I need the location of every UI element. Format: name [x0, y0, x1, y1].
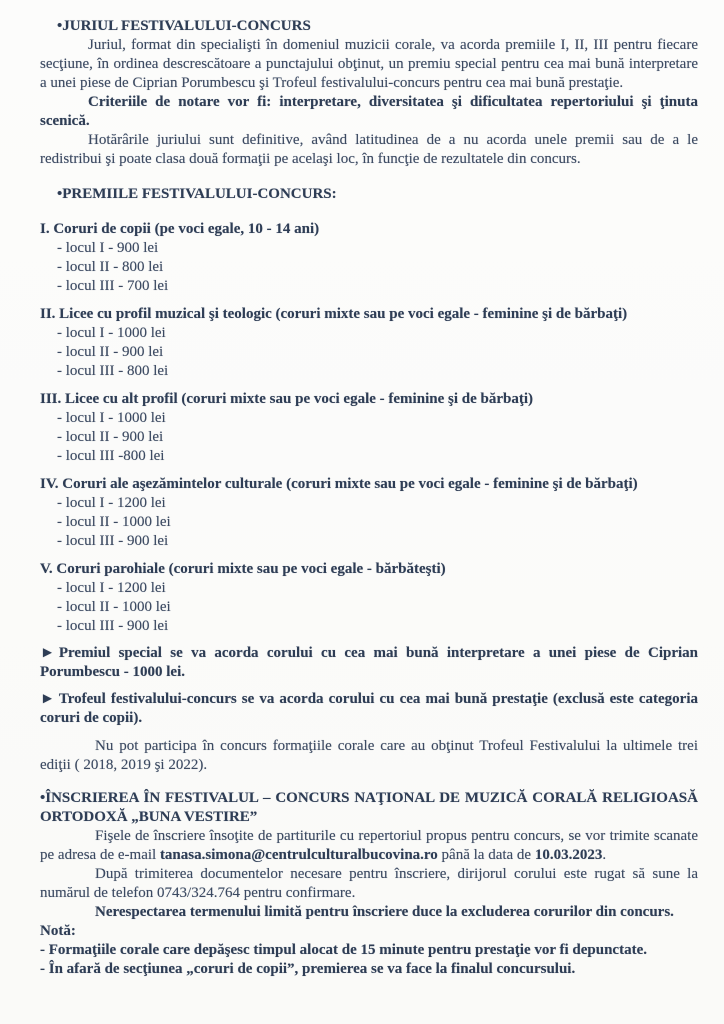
registration-section [40, 789, 698, 979]
deadline-warning: Nerespectarea termenului limită pentru înscriere duce la excluderea corurilor din concurs. [95, 904, 674, 920]
prize-line: - locul II - 800 lei [57, 259, 164, 275]
trophy-paragraph [40, 690, 698, 728]
jury-heading [40, 17, 698, 36]
prize-category [40, 560, 698, 636]
prize-category [40, 475, 698, 551]
right-pointer-icon: ► [40, 645, 55, 661]
registration-heading-text: ÎNSCRIEREA ÎN FESTIVALUL – CONCURS NAŢIONAL DE MUZICĂ CORALĂ RELIGIOASĂ ORTODOXĂ „BUNA VESTIRE” [40, 790, 698, 825]
prize-line: - locul II - 1000 lei [57, 514, 171, 530]
jury-paragraph-1: Juriul, format din specialişti în domeniul muzicii corale, va acorda premiile I, II, III pentru fiecare secţiune, în ordinea descrescătoare a punctajului obţinut, un premiu special pentru cea mai bună interpretare a unei piese de Ciprian Porumbescu şi Trofeul festivalului-concurs pentru cea mai bună prestaţie. [40, 37, 698, 91]
prizes-section [40, 185, 698, 636]
jury-paragraph-3: Hotărârile juriului sunt definitive, având latitudinea de a nu acorda unele premii sau de a le redistribui şi poate clasa două formaţii pe acelaşi loc, în funcţie de rezultatele din concurs. [40, 132, 698, 167]
prizes-heading-text: PREMIILE FESTIVALULUI-CONCURS: [62, 186, 337, 202]
prize-line: - locul I - 1200 lei [57, 580, 166, 596]
registration-text-before-email: Fişele de înscriere însoţite de partiturile cu repertoriul propus pentru concurs, se vor trimite scanate pe adresa de e-mail [40, 828, 698, 863]
category-2-heading: II. Licee cu profil muzical şi teologic (coruri mixte sau pe voci egale - feminine şi de bărbaţi) [40, 306, 628, 322]
note-label: Notă: [40, 923, 76, 939]
bullet-icon: • [57, 18, 63, 34]
category-4-heading: IV. Coruri ale aşezămintelor culturale (coruri mixte sau pe voci egale - feminine şi de bărbaţi) [40, 476, 638, 492]
registration-email: tanasa.simona@centrulculturalbucovina.ro [159, 847, 438, 863]
prize-line: - locul II - 900 lei [57, 344, 164, 360]
prize-line: - locul I - 900 lei [57, 240, 159, 256]
prize-line: - locul I - 1000 lei [57, 325, 166, 341]
bullet-icon: • [40, 790, 46, 806]
prize-category [40, 305, 698, 381]
trophy-text: Trofeul festivalului-concurs se va acorda corului cu cea mai bună prestaţie (exclusă este categoria coruri de copii). [40, 691, 698, 726]
special-prize-paragraph [40, 644, 698, 682]
registration-paragraph-2: După trimiterea documentelor necesare pentru înscriere, dirijorul corului este rugat să sune la numărul de telefon 0743/324.764 pentru confirmare. [40, 866, 698, 901]
jury-criteria-paragraph: Criteriile de notare vor fi: interpretare, diversitatea şi dificultatea repertoriului şi ţinuta scenică. [40, 94, 698, 129]
category-5-heading: V. Coruri parohiale (coruri mixte sau pe voci egale - bărbăteşti) [40, 561, 446, 577]
registration-paragraph-1 [40, 827, 698, 865]
jury-heading-text: JURIUL FESTIVALULUI-CONCURS [62, 18, 311, 34]
registration-heading [40, 789, 698, 827]
registration-deadline-date: 10.03.2023 [534, 847, 603, 863]
right-pointer-icon: ► [40, 691, 55, 707]
prize-category [40, 390, 698, 466]
note-item: - Formaţiile corale care depăşesc timpul alocat de 15 minute pentru prestaţie vor fi depunctate. [40, 942, 647, 958]
prize-line: - locul III -800 lei [57, 448, 165, 464]
note-item: - În afară de secţiunea „coruri de copii”, premierea se va face la finalul concursului. [40, 961, 576, 977]
prize-line: - locul I - 1000 lei [57, 410, 166, 426]
registration-text-end: . [602, 847, 607, 863]
category-1-heading: I. Coruri de copii (pe voci egale, 10 - 14 ani) [40, 221, 320, 237]
prize-line: - locul III - 900 lei [57, 533, 169, 549]
jury-section [40, 17, 698, 169]
special-prize-text: Premiul special se va acorda corului cu cea mai bună interpretare a unei piese de Ciprian Porumbescu - 1000 lei. [40, 645, 698, 680]
prize-category [40, 220, 698, 296]
prizes-heading [40, 185, 698, 204]
category-3-heading: III. Licee cu alt profil (coruri mixte sau pe voci egale - feminine şi de bărbaţi) [40, 391, 533, 407]
prize-line: - locul II - 1000 lei [57, 599, 171, 615]
prize-line: - locul II - 900 lei [57, 429, 164, 445]
prize-line: - locul III - 900 lei [57, 618, 169, 634]
prize-line: - locul III - 800 lei [57, 363, 169, 379]
registration-text-mid: până la data de [437, 847, 535, 863]
bullet-icon: • [57, 186, 63, 202]
prize-line: - locul I - 1200 lei [57, 495, 166, 511]
participation-note: Nu pot participa în concurs formaţiile corale care au obţinut Trofeul Festivalului la ultimele trei ediţii ( 2018, 2019 şi 2022). [40, 738, 698, 773]
prize-line: - locul III - 700 lei [57, 278, 169, 294]
